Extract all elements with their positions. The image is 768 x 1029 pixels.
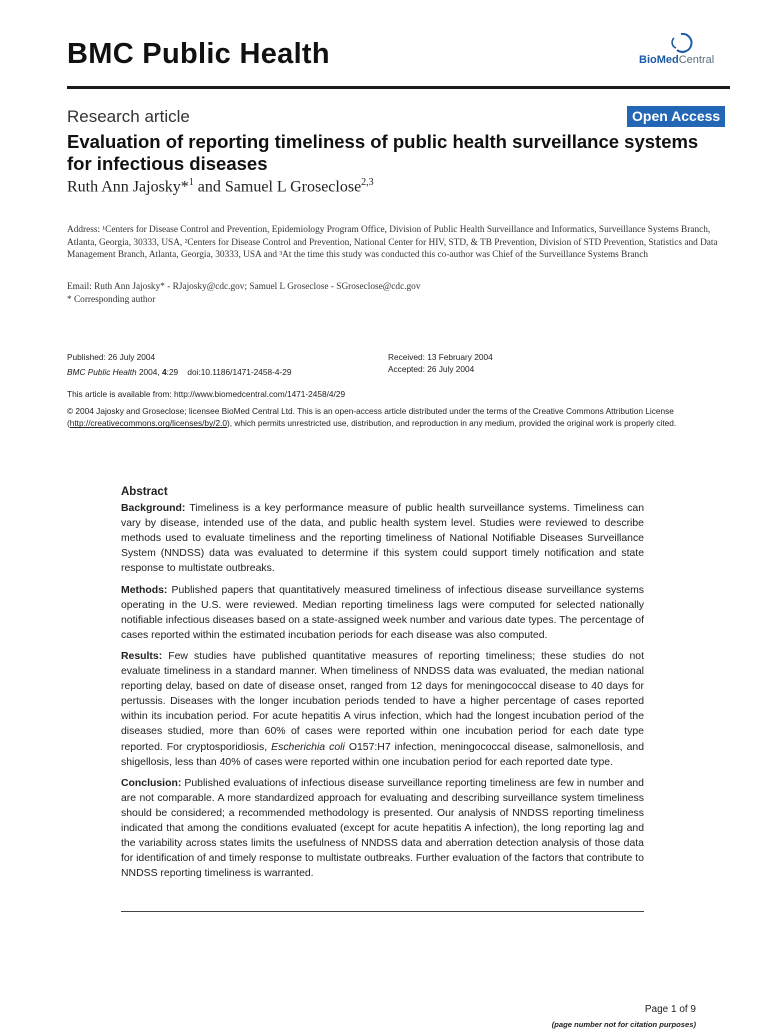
abstract-bottom-divider	[121, 911, 644, 912]
author-separator: and	[193, 178, 225, 196]
section-text: Timeliness is a key performance measure of public health surveillance systems. Timeliness can vary by disease, intended use of the data, and public health system level. Studies were reviewed to describe methods used to evaluate timeliness and the reporting timeliness of National Notifiable Diseases Surveillance System (NNDSS) data was evaluated to determine if this system could support timely notification and state response to multistate outbreaks.	[121, 503, 644, 575]
copyright-text: ), which permits unrestricted use, distribution, and reproduction in any medium, provided the original work is properly cited.	[227, 418, 677, 429]
logo-inner-arc-icon	[672, 38, 676, 48]
section-label: Background:	[121, 503, 186, 515]
published-date: Published: 26 July 2004	[67, 352, 156, 362]
citation-volume: 4	[162, 367, 167, 377]
page-number: Page 1 of 9	[644, 1004, 696, 1015]
publisher-logo-text[interactable]	[639, 54, 714, 66]
corresponding-author-note: * Corresponding author	[67, 295, 156, 305]
species-name: Escherichia coli	[271, 741, 345, 753]
article-url-line[interactable]: This article is available from: http://www.biomedcentral.com/1471-2458/4/29	[67, 389, 346, 399]
author-name[interactable]: Samuel L Groseclose	[224, 178, 362, 196]
abstract-results	[121, 649, 644, 770]
section-label: Results:	[121, 650, 163, 662]
license-link[interactable]: http://creativecommons.org/licenses/by/2.0	[69, 418, 228, 429]
received-date: Received: 13 February 2004	[388, 352, 493, 362]
citation-year: 2004,	[136, 367, 163, 377]
abstract-heading: Abstract	[121, 486, 168, 498]
section-label: Conclusion:	[121, 777, 182, 789]
abstract-methods	[121, 583, 644, 643]
author-emails[interactable]: Email: Ruth Ann Jajosky* - RJajosky@cdc.gov; Samuel L Groseclose - SGroseclose@cdc.gov	[67, 282, 421, 292]
open-access-badge: Open Access	[627, 106, 725, 127]
author-name[interactable]: Ruth Ann Jajosky*	[67, 178, 189, 196]
abstract-section	[121, 485, 644, 887]
accepted-date: Accepted: 26 July 2004	[388, 364, 475, 374]
journal-title: BMC Public Health	[67, 38, 330, 70]
article-type: Research article	[67, 107, 190, 126]
section-text: O157:H7 infection, meningococcal disease, salmonellosis, and shigellosis, less than 40% of cases were reported within one incubation period for each reported date type.	[121, 741, 645, 768]
logo-arc-icon	[677, 34, 691, 52]
author-affiliation: 2,3	[361, 177, 374, 188]
logo-text-bold: BioMed	[639, 54, 679, 66]
copyright-notice	[67, 405, 732, 430]
citation-doi: :29 doi:10.1186/1471-2458-4-29	[166, 367, 292, 377]
article-title: Evaluation of reporting timeliness of public health surveillance systems for infectious diseases	[67, 131, 699, 174]
abstract-conclusion	[121, 776, 644, 882]
section-text: Published evaluations of infectious disease surveillance reporting timeliness are few in number and are not comparable. A more standardized approach for evaluating and describing surveillance system timeliness should be considered; a recommended methodology is presented. Our analysis of NNDSS reporting timeliness indicated that among the conditions evaluated (except for acute hepatitis A infection), the long reporting lag and the variability across states limits the usefulness of NNDSS data and aberration detection analysis of those data for identification of and timely response to multistate outbreaks. Further evaluation of the factors that contribute to NNDSS reporting timeliness is warranted.	[121, 777, 644, 880]
citation-line	[67, 365, 292, 379]
author-list	[67, 177, 374, 196]
citation-journal: BMC Public Health	[67, 367, 137, 377]
section-label: Methods:	[121, 584, 168, 596]
author-affiliation: 1	[188, 177, 194, 188]
copyright-text: © 2004 Jajosky and Groseclose; licensee BioMed Central Ltd. This is an open-access article distributed under the terms of the Creative Commons Attribution License (	[67, 406, 674, 429]
logo-text-light: Central	[678, 54, 715, 66]
header-divider	[67, 86, 730, 89]
section-text: Few studies have published quantitative measures of reporting timeliness; these studies do not evaluate timeliness in a standard manner. When timeliness of NNDSS data was evaluated, the median national reporting delay, based on date of disease onset, ranged from 12 days for meningococcal disease to 40 days for pertussis. Diseases with the longer incubation periods tended to have a higher percentage of cases reported within its incubation period. For acute hepatitis A virus infection, which had the longest incubation period of the diseases studied, more than 60% of cases were reported within one incubation period for each date type reported. For cryptosporidiosis,	[121, 650, 644, 753]
section-text: Published papers that quantitatively measured timeliness of infectious disease surveillance systems operating in the U.S. were reviewed. Median reporting timeliness lags were computed for selected nationally notifiable infectious diseases based on a state-assigned week number and various date types. The percentage of cases reported within the estimated incubation periods for each disease was also computed.	[121, 584, 644, 641]
author-address: Address: ¹Centers for Disease Control and Prevention, Epidemiology Program Office, Division of Public Health Surveillance and Informatics, Surveillance Systems Branch, Atlanta, Georgia, 30333, USA, ²Centers for Disease Control and Prevention, National Center for HIV, STD, & TB Prevention, Division of STD Prevention, Statistics and Data Management Branch, Atlanta, Georgia, 30333, USA and ³At the time this study was conducted this co-author was Chief of the Surveillance Systems Branch	[67, 225, 718, 261]
page-number-note: (page number not for citation purposes)	[551, 1020, 696, 1029]
abstract-background	[121, 501, 644, 576]
